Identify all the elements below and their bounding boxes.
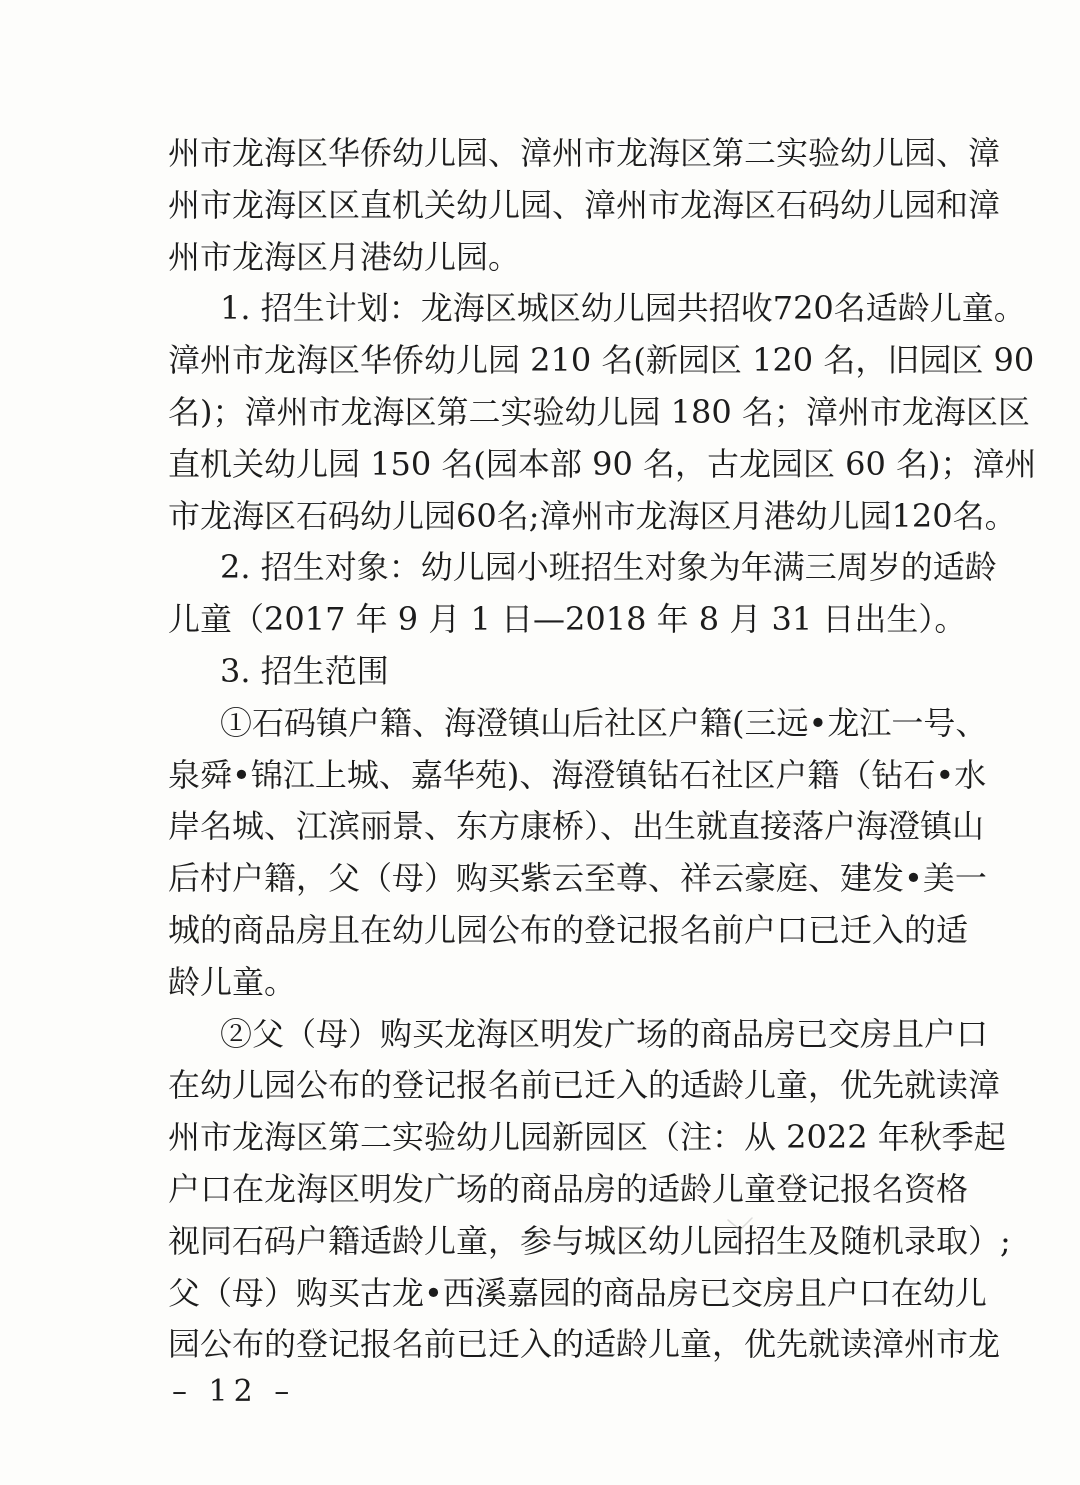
list-item-1-line-5: 城的商品房且在幼儿园公布的登记报名前户口已迁入的适 bbox=[168, 911, 969, 949]
body-line-1: 州市龙海区华侨幼儿园、漳州市龙海区第二实验幼儿园、漳 bbox=[168, 134, 1001, 172]
list-item-2-line-6: 父（母）购买古龙•西溪嘉园的商品房已交房且户口在幼儿 bbox=[168, 1273, 987, 1312]
list-item-1-line-3: 岸名城、江滨丽景、东方康桥）、出生就直接落户海澄镇山 bbox=[168, 807, 985, 846]
body-line-2: 州市龙海区区直机关幼儿园、漳州市龙海区石码幼儿园和漳 bbox=[168, 185, 1001, 224]
list-item-2-line-5: 视同石码户籍适龄儿童，参与城区幼儿园招生及随机录取）; bbox=[168, 1221, 1011, 1260]
list-item-2-line-1: ②父（母）购买龙海区明发广场的商品房已交房且户口 bbox=[220, 1014, 989, 1053]
body-line-7: 直机关幼儿园 150 名(园本部 90 名，古龙园区 60 名)；漳州 bbox=[168, 444, 1037, 483]
page-number: – 12 – bbox=[172, 1374, 296, 1409]
list-item-2-line-4: 户口在龙海区明发广场的商品房的适龄儿童登记报名资格 bbox=[168, 1170, 969, 1208]
body-line-5: 漳州市龙海区华侨幼儿园 210 名(新园区 120 名，旧园区 90 bbox=[168, 341, 1035, 380]
list-item-1-line-6: 龄儿童。 bbox=[168, 962, 297, 1001]
list-item-2-line-7: 园公布的登记报名前已迁入的适龄儿童，优先就读漳州市龙 bbox=[168, 1325, 1001, 1364]
list-item-2-line-2: 在幼儿园公布的登记报名前已迁入的适龄儿童，优先就读漳 bbox=[168, 1066, 1001, 1105]
list-item-1-line-1: ①石码镇户籍、海澄镇山后社区户籍(三远•龙江一号、 bbox=[220, 703, 988, 742]
section-heading-enrollment-target: 2. 招生对象：幼儿园小班招生对象为年满三周岁的适龄 bbox=[220, 548, 997, 587]
body-line-3: 州市龙海区月港幼儿园。 bbox=[168, 237, 521, 276]
section-heading-enrollment-plan: 1. 招生计划：龙海区城区幼儿园共招收720名适龄儿童。 bbox=[220, 289, 1026, 328]
body-line-10: 儿童（2017 年 9 月 1 日—2018 年 8 月 31 日出生）。 bbox=[168, 600, 967, 639]
body-line-8: 市龙海区石码幼儿园60名;漳州市龙海区月港幼儿园120名。 bbox=[168, 496, 1017, 535]
body-line-6: 名)；漳州市龙海区第二实验幼儿园 180 名；漳州市龙海区区 bbox=[168, 393, 1030, 431]
list-item-1-line-4: 后村户籍，父（母）购买紫云至尊、祥云豪庭、建发•美一 bbox=[168, 859, 987, 898]
scan-speck-icon bbox=[722, 1210, 758, 1246]
section-heading-enrollment-scope: 3. 招生范围 bbox=[220, 652, 389, 690]
list-item-2-line-3: 州市龙海区第二实验幼儿园新园区（注：从 2022 年秋季起 bbox=[168, 1118, 1006, 1157]
list-item-1-line-2: 泉舜•锦江上城、嘉华苑)、海澄镇钻石社区户籍（钻石•水 bbox=[168, 755, 987, 794]
